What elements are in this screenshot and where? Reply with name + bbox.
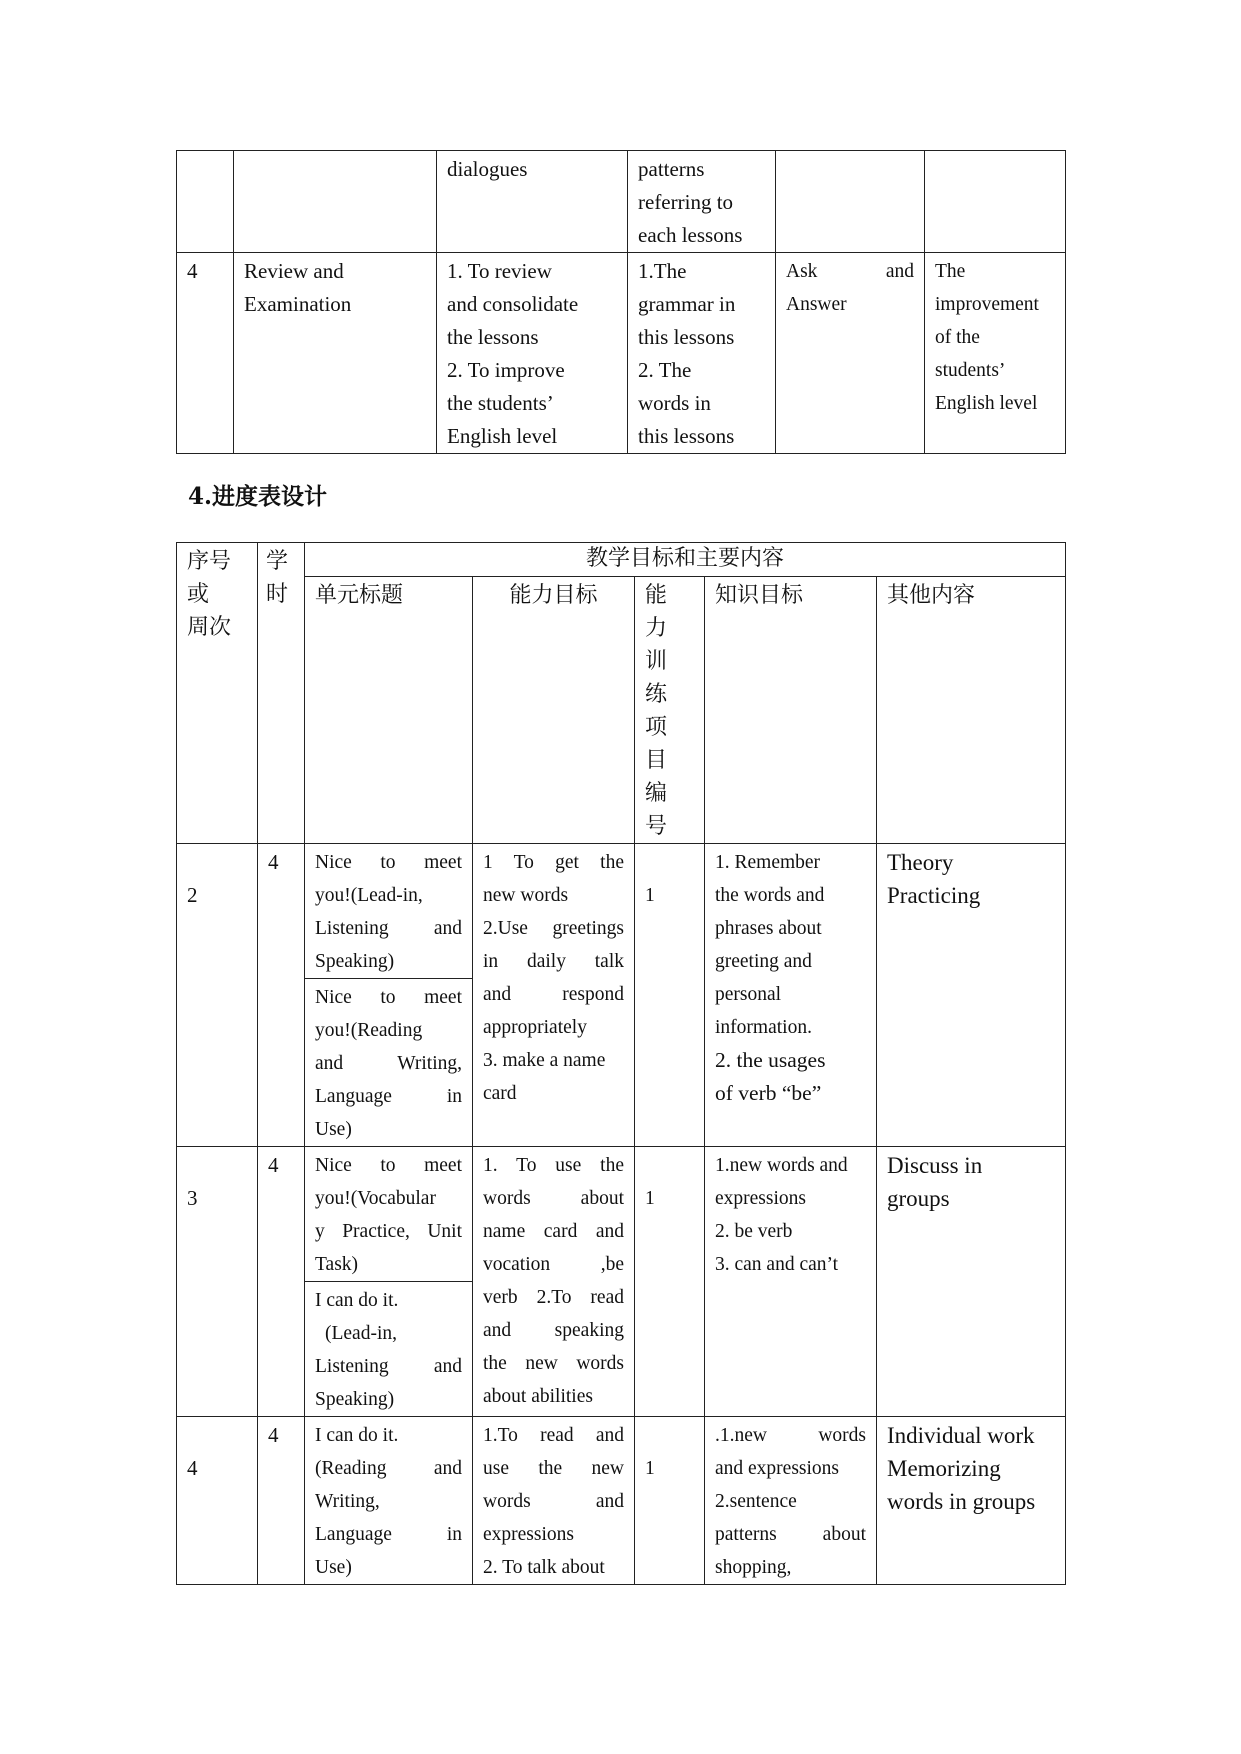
hours-cell: 4 [258,1147,305,1417]
cell-line: Individual work [887,1423,1035,1448]
cell-line: and consolidate [447,292,579,316]
cell-line: patterns about [715,1524,866,1545]
cell-line: verb 2.To read [483,1287,624,1308]
cell-line: 1 To get the [483,852,624,873]
cell-line: English level [447,424,558,448]
training-cell: 1 [635,1417,705,1585]
cell-line: greeting and [715,951,812,972]
cell-line: grammar in [638,292,736,316]
row-number: 4 [187,259,198,283]
knowledge-cell [628,253,776,454]
header-char: 能 [645,583,668,608]
group-header: 教学目标和主要内容 [305,543,1066,577]
schedule-table [176,542,1066,1585]
cell-line: Discuss in [887,1153,983,1178]
cell-line: the new words [483,1353,624,1374]
cell-line: Language in [315,1086,462,1107]
other-cell [877,1417,1066,1585]
knowledge-cell [705,844,877,1147]
cell-line: use the new [483,1458,624,1479]
header-line: 学 [266,549,289,574]
cell-line: Nice to meet [315,1155,462,1176]
cell-line: and expressions [715,1458,840,1479]
cell-line: the students’ [447,391,554,415]
cell-line: 1. Remember [715,852,821,873]
cell-line: 3. make a name [483,1050,606,1071]
cell-line: groups [887,1186,950,1211]
cell-line: words in [638,391,711,415]
table-row [177,844,1066,979]
cell-line: Nice to meet [315,987,462,1008]
cell-line: expressions [483,1524,574,1545]
cell-line: English level [935,393,1038,414]
cell-line: 2. To talk about [483,1557,605,1578]
cell-line: Answer [786,294,847,315]
section-heading: 4.进度表设计 [188,483,328,510]
cell-line: improvement [935,294,1039,315]
header-char: 目 [645,748,668,773]
header-line: 时 [266,582,289,607]
cell-line: 2. the usages [715,1048,826,1072]
cell-line: Speaking) [315,951,395,972]
cell-line: you!(Vocabular [315,1188,436,1209]
header-char: 编 [645,781,668,806]
header-char: 项 [645,715,668,740]
cell-line: Speaking) [315,1389,395,1410]
cell-line: 2.Use greetings [483,918,624,939]
ability-goal-header: 能力目标 [473,577,635,844]
cell-line: 2. The [638,358,692,382]
cell-line: personal [715,984,782,1005]
training-cell: 1 [635,844,705,1147]
cell-line: 2. To improve [447,358,565,382]
unit-title-cell [234,151,437,253]
cell-line: vocation ,be [483,1254,624,1275]
cell-line: Theory [887,850,954,875]
cell-line: The [935,261,966,282]
cell-line: 1.The [638,259,687,283]
unit-cell [305,979,473,1147]
hours-header [258,543,305,844]
header-line: 或 [187,582,210,607]
row-number-cell [177,151,234,253]
hours-cell: 4 [258,1417,305,1585]
cell-line: Memorizing [887,1456,1001,1481]
cell-line: 2. be verb [715,1221,793,1242]
cell-line: .1.new words [715,1425,866,1446]
cell-line: 2.sentence [715,1491,797,1512]
seq-header [177,543,258,844]
other-cell [877,844,1066,1147]
cell-line: you!(Reading [315,1020,423,1041]
cell-line: name card and [483,1221,624,1242]
cell-line: of the [935,327,980,348]
cell-line: Practicing [887,883,981,908]
cell-line: I can do it. [315,1425,399,1446]
course-table-continued [176,150,1066,454]
row-number-cell [177,253,234,454]
cell-line: this lessons [638,325,735,349]
cell-line: referring to [638,190,734,214]
unit-title-header: 单元标题 [305,577,473,844]
other-header: 其他内容 [877,577,1066,844]
unit-cell [305,1417,473,1585]
cell-line: 1. To review [447,259,552,283]
cell-line: y Practice, Unit [315,1221,462,1242]
header-line: 序号 [187,549,232,574]
evaluation-cell [925,253,1066,454]
table-row [177,1417,1066,1585]
cell-line: and respond [483,984,624,1005]
cell-line: Use) [315,1557,352,1578]
knowledge-cell [628,151,776,253]
cell-line: dialogues [447,157,528,181]
cell-line: Nice to meet [315,852,462,873]
cell-line: new words [483,885,569,906]
method-cell [776,253,925,454]
table-row [177,1147,1066,1282]
other-cell [877,1147,1066,1417]
header-line: 周次 [187,615,232,640]
cell-line: and Writing, [315,1053,462,1074]
ability-cell [473,1417,635,1585]
cell-line: shopping, [715,1557,792,1578]
cell-line: (Reading and [315,1458,462,1479]
ability-cell [473,1147,635,1417]
cell-line: 3. can and can’t [715,1254,839,1275]
table-row [177,151,1066,253]
header-char: 训 [645,649,668,674]
knowledge-cell [705,1417,877,1585]
cell-line: you!(Lead-in, [315,885,423,906]
cell-line: the words and [715,885,825,906]
training-id-header [635,577,705,844]
hours-cell: 4 [258,844,305,1147]
table-row [177,253,1066,454]
objectives-cell [437,253,628,454]
cell-line: of verb “be” [715,1081,822,1105]
knowledge-goal-header: 知识目标 [705,577,877,844]
cell-line: (Lead-in, [325,1323,398,1344]
cell-line: expressions [715,1188,806,1209]
cell-line: patterns [638,157,705,181]
seq-cell: 3 [177,1147,258,1417]
ability-cell [473,844,635,1147]
unit-cell [305,1282,473,1417]
cell-line: Task) [315,1254,359,1275]
cell-line: words in groups [887,1489,1036,1514]
cell-line: Review and [244,259,344,283]
cell-line: Ask and [786,261,914,282]
cell-line: 1. To use the [483,1155,624,1176]
knowledge-cell [705,1147,877,1417]
cell-line: words and [483,1491,624,1512]
cell-line: each lessons [638,223,743,247]
cell-line: Language in [315,1524,462,1545]
unit-cell [305,1147,473,1282]
unit-cell [305,844,473,979]
training-cell: 1 [635,1147,705,1417]
unit-title-cell [234,253,437,454]
evaluation-cell [925,151,1066,253]
cell-line: words about [483,1188,624,1209]
cell-line: card [483,1083,517,1104]
cell-line: about abilities [483,1386,593,1407]
cell-line: phrases about [715,918,822,939]
cell-line: appropriately [483,1017,587,1038]
header-char: 号 [645,814,668,839]
header-char: 力 [645,616,668,641]
cell-line: information. [715,1017,812,1038]
objectives-cell [437,151,628,253]
method-cell [776,151,925,253]
header-char: 练 [645,682,668,707]
cell-line: I can do it. [315,1290,399,1311]
header-row [177,577,1066,844]
cell-line: 1.To read and [483,1425,624,1446]
cell-line: Listening and [315,918,462,939]
cell-line: students’ [935,360,1006,381]
cell-line: Listening and [315,1356,462,1377]
cell-line: Writing, [315,1491,380,1512]
cell-line: in daily talk [483,951,624,972]
cell-line: Examination [244,292,352,316]
cell-line: 1.new words and [715,1155,848,1176]
cell-line: the lessons [447,325,539,349]
seq-cell: 4 [177,1417,258,1585]
cell-line: this lessons [638,424,735,448]
cell-line: Use) [315,1119,352,1140]
seq-cell: 2 [177,844,258,1147]
cell-line: and speaking [483,1320,624,1341]
header-row [177,543,1066,577]
